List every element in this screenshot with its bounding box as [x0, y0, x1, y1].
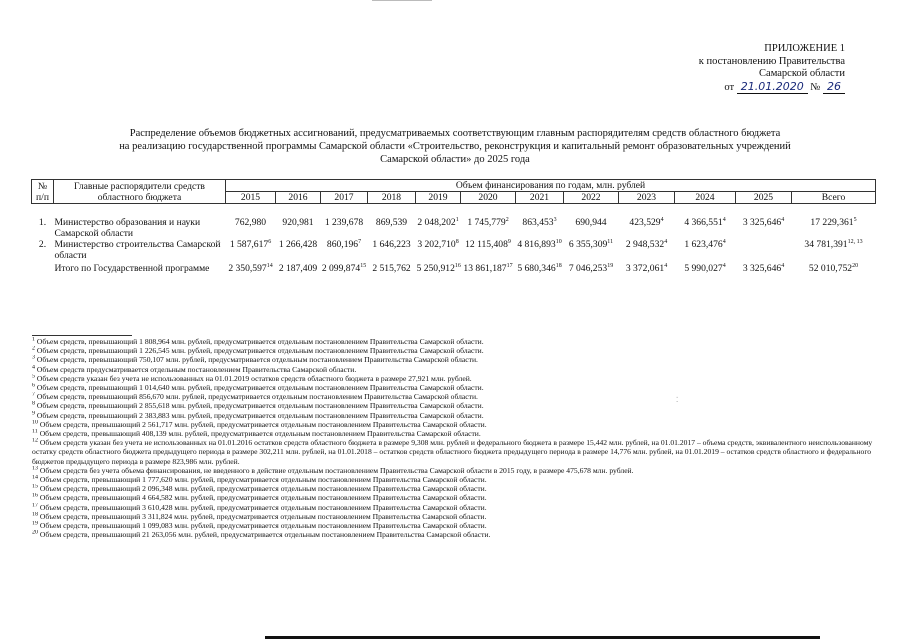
row-name: Итого по Государственной программе — [54, 263, 210, 274]
footnote-ref: 2 — [505, 216, 509, 223]
value-text: 4 816,893 — [517, 239, 556, 250]
value-text: 7 046,253 — [568, 263, 608, 274]
number-value: 26 — [823, 80, 845, 94]
year-header: 2021 — [516, 192, 564, 204]
number-prefix: № — [810, 81, 821, 93]
year-header: 2024 — [675, 192, 736, 204]
value-text: 5 990,027 — [684, 263, 723, 274]
footnote-text: Объем средств, превышающий 2 096,348 млн. рублей, предусматривается отдельным постановлением Правительства Самарской области. — [39, 484, 487, 494]
year-header: 2023 — [619, 192, 675, 204]
appendix-line: Самарской области — [759, 68, 845, 79]
value-cell — [321, 263, 368, 303]
value-cell — [675, 263, 736, 303]
row-number — [32, 263, 54, 303]
col-name-header — [54, 180, 226, 204]
footnote-text: Объем средств, превышающий 1 014,640 млн. рублей, предусматривается отдельным постановлением Правительства Самарской области. — [36, 383, 484, 393]
footnote-ref: 7 — [358, 238, 362, 245]
value-cell — [226, 263, 276, 303]
footnotes — [32, 337, 877, 539]
value-text: 423,529 — [629, 217, 661, 228]
footnote — [32, 374, 877, 383]
value-text: 869,539 — [375, 217, 408, 228]
footnote-number: 13 — [32, 465, 38, 472]
appendix-title: ПРИЛОЖЕНИЕ 1 — [764, 43, 845, 54]
value-text: 2 048,202 — [417, 217, 456, 228]
budget-table — [31, 179, 876, 303]
col-name-line: областного бюджета — [97, 191, 182, 203]
footnote — [32, 365, 877, 374]
value-text: 17 229,361 — [810, 217, 854, 228]
footnote-number: 17 — [32, 502, 38, 509]
appendix-line: к постановлению Правительства — [698, 55, 845, 67]
footnote — [32, 484, 877, 493]
value-cell — [461, 204, 516, 240]
value-cell — [416, 204, 461, 240]
year-header: 2020 — [461, 192, 516, 204]
row-name: Министерство строительства Самарской области — [54, 239, 221, 261]
footnote-text: Объем средств, превышающий 2 855,618 млн. рублей, предусматривается отдельным постановлением Правительства Самарской области. — [36, 401, 484, 411]
row-number: 1. — [38, 217, 47, 228]
value-text: 2 099,874 — [321, 263, 361, 274]
footnote-ref: 4 — [781, 262, 785, 269]
footnote-number: 4 — [32, 364, 35, 371]
year-header: 2019 — [416, 192, 461, 204]
footnote-text: Объем средств, превышающий 3 610,428 млн. рублей, предусматривается отдельным постановлением Правительства Самарской области. — [39, 502, 487, 512]
footnote-number: 8 — [32, 401, 35, 407]
value-text: 12 115,408 — [465, 239, 508, 250]
value-text: 5 680,346 — [517, 263, 556, 274]
footnote-text: Объем средств, превышающий 856,670 млн. рублей, предусматривается отдельным постановлением Правительства Самарской области. — [36, 392, 478, 402]
value-cell — [226, 239, 276, 263]
value-cell — [619, 239, 675, 263]
value-text: 1 646,223 — [372, 239, 411, 250]
value-text: 2 350,597 — [228, 263, 267, 274]
value-cell — [368, 204, 416, 240]
value-cell — [619, 263, 675, 303]
col-name-line: Главные распорядители средств — [74, 180, 205, 192]
col-num-line: № — [37, 180, 48, 192]
footnote-text: Объем средств, превышающий 1 226,545 млн. рублей, предусматривается отдельным постановлением Правительства Самарской области. — [36, 346, 484, 356]
value-cell — [276, 263, 321, 303]
year-header: 2016 — [276, 192, 321, 204]
footnote — [32, 401, 877, 410]
footnote-text: Объем средств без учета объема финансирования, не введенного в действие отдельным постановлением Правительства Самарской области в 2015 году, в размере 475,678 млн. рублей. — [39, 465, 634, 475]
table-body — [32, 204, 876, 304]
value-text: 2 515,762 — [372, 263, 411, 274]
footnote-text: Объем средств, превышающий 3 311,824 млн. рублей, предусматривается отдельным постановлением Правительства Самарской области. — [39, 511, 487, 521]
value-text: 2 948,532 — [625, 239, 665, 250]
footnote — [32, 512, 877, 521]
footnote-number: 11 — [32, 429, 38, 435]
value-text: 1 623,476 — [684, 239, 723, 250]
heading-line: Распределение объемов бюджетных ассигнований, предусматриваемых соответствующим главным распорядителям средств областного бюджета — [129, 128, 781, 139]
footnote-number: 19 — [32, 521, 38, 527]
value-cell — [516, 263, 564, 303]
row-number: 2. — [38, 239, 47, 250]
footnote-number: 3 — [32, 355, 35, 361]
appendix-date-line — [645, 81, 845, 95]
footnote-ref: 19 — [607, 262, 614, 269]
value-text: 4 366,551 — [684, 217, 723, 228]
footnote-text: Объем средств, превышающий 4 664,582 млн. рублей, предусматривается отдельным постановлением Правительства Самарской области. — [39, 493, 487, 503]
value-cell — [564, 239, 619, 263]
value-cell — [461, 263, 516, 303]
appendix-block — [645, 43, 845, 94]
footnote-ref: 16 — [454, 262, 461, 269]
footnote-ref: 11 — [607, 238, 614, 245]
value-text: 1 587,617 — [229, 239, 269, 250]
value-cell — [619, 204, 675, 240]
footnote-text: Объем средств, превышающий 750,107 млн. рублей, предусматривается отдельным постановлением Правительства Самарской области. — [36, 355, 478, 365]
value-cell — [416, 239, 461, 263]
value-text: 3 372,061 — [625, 263, 665, 274]
footnote-text: Объем средств, превышающий 408,139 млн. рублей, предусматривается отдельным постановлением Правительства Самарской области. — [39, 429, 481, 439]
heading-line: на реализацию государственной программы Самарской области «Строительство, реконструкция и капитальный ремонт образовательных учреждений — [119, 141, 791, 152]
footnote — [32, 346, 877, 355]
value-text: 34 781,391 — [804, 239, 848, 250]
footnote-ref: 12, 13 — [847, 238, 863, 245]
heading-line: Самарской области» до 2025 года — [380, 154, 530, 165]
footnote-number: 5 — [32, 373, 35, 380]
year-header: 2022 — [564, 192, 619, 204]
document-heading — [60, 127, 850, 166]
footnote — [32, 392, 877, 401]
date-prefix: от — [724, 81, 735, 93]
footnote — [32, 530, 877, 539]
footnote-ref: 20 — [852, 262, 859, 269]
value-text: 1 266,428 — [278, 239, 318, 250]
footnote-ref: 4 — [722, 238, 726, 245]
footnote — [32, 503, 877, 512]
footnote — [32, 493, 877, 502]
col-group-header: Объем финансирования по годам, млн. рублей — [226, 180, 876, 192]
value-cell — [368, 239, 416, 263]
year-header: 2017 — [321, 192, 368, 204]
footnote-ref: 15 — [360, 262, 367, 269]
footnote-ref: 8 — [455, 238, 459, 245]
footnote-number: 7 — [32, 392, 35, 398]
footnote-text: Объем средств предусматривается отдельным постановлением Правительства Самарской области. — [36, 364, 357, 374]
scan-bottom-bar — [265, 636, 820, 639]
value-text: 2 187,409 — [278, 263, 318, 274]
footnote — [32, 438, 877, 466]
footnote-separator — [32, 335, 132, 336]
value-cell — [792, 204, 876, 240]
footnote-number: 12 — [32, 438, 38, 444]
value-cell — [516, 204, 564, 240]
value-text: 52 010,752 — [808, 263, 853, 274]
footnote-ref: 3 — [553, 216, 557, 223]
table-row — [32, 239, 876, 263]
footnote — [32, 475, 877, 484]
value-text: 3 202,710 — [417, 239, 456, 250]
value-cell — [675, 239, 736, 263]
value-cell — [276, 204, 321, 240]
footnote-ref: 10 — [555, 238, 562, 245]
value-text: 3 325,646 — [742, 217, 782, 228]
footnote-text: Объем средств, превышающий 1 099,083 млн. рублей, предусматривается отдельным постановлением Правительства Самарской области. — [39, 521, 487, 531]
footnote-text: Объем средств, превышающий 1 777,620 млн. рублей, предусматривается отдельным постановлением Правительства Самарской области. — [39, 475, 487, 485]
value-cell — [368, 263, 416, 303]
footnote-number: 2 — [32, 346, 35, 352]
value-cell — [321, 204, 368, 240]
footnote-ref: 9 — [507, 238, 511, 245]
year-header: Всего — [792, 192, 876, 204]
footnote-number: 6 — [32, 383, 35, 389]
footnote — [32, 521, 877, 530]
footnote-number: 20 — [32, 530, 38, 536]
value-cell — [461, 239, 516, 263]
footnote-text: Объем средств указан без учета не использованных на 01.01.2019 остатков средств областного бюджета в размере 27,921 млн. рублей. — [36, 373, 472, 383]
footnote-number: 1 — [32, 337, 35, 343]
footnote-text: Объем средств, превышающий 1 808,964 млн. рублей, предусматривается отдельным постановлением Правительства Самарской области. — [36, 337, 484, 346]
value-text: 860,196 — [326, 239, 359, 250]
table-row — [32, 204, 876, 240]
footnote-ref: 17 — [506, 262, 513, 269]
footnote-text: Объем средств, превышающий 2 383,883 млн. рублей, предусматривается отдельным постановлением Правительства Самарской области. — [36, 410, 484, 420]
footnote — [32, 420, 877, 429]
value-text: 1 745,779 — [467, 217, 506, 228]
footnote — [32, 383, 877, 392]
value-cell — [516, 239, 564, 263]
value-cell — [564, 204, 619, 240]
footnote — [32, 355, 877, 364]
footnote-ref: 6 — [268, 238, 272, 245]
footnote-number: 14 — [32, 475, 38, 481]
value-cell — [226, 204, 276, 240]
value-cell — [792, 263, 876, 303]
footnote-number: 10 — [32, 419, 38, 426]
year-header: 2025 — [736, 192, 792, 204]
value-cell — [736, 263, 792, 303]
footnote — [32, 429, 877, 438]
value-text: 5 250,912 — [416, 263, 455, 274]
scan-artifact: ⁚ — [676, 396, 679, 404]
footnote-ref: 4 — [722, 216, 726, 223]
value-cell — [792, 239, 876, 263]
footnote-ref: 4 — [781, 216, 785, 223]
footnote-ref: 5 — [853, 216, 857, 223]
year-header: 2018 — [368, 192, 416, 204]
table-row — [32, 263, 876, 303]
footnote-number: 16 — [32, 493, 38, 499]
value-text: 13 861,187 — [463, 263, 507, 274]
footnote-ref: 4 — [664, 262, 668, 269]
row-name: Министерство образования и науки Самарской области — [54, 217, 201, 239]
value-text: 690,944 — [575, 217, 607, 228]
footnote-number: 9 — [32, 410, 35, 417]
value-text: 920,981 — [282, 217, 314, 228]
value-text: 762,980 — [234, 217, 267, 228]
date-value: 21.01.2020 — [737, 80, 808, 94]
value-text: 3 325,646 — [742, 263, 782, 274]
col-num-header — [32, 180, 54, 204]
footnote-text: Объем средств, превышающий 21 263,056 млн. рублей, предусматривается отдельным постановлением Правительства Самарской области. — [39, 530, 491, 540]
value-cell — [416, 263, 461, 303]
footnote-number: 15 — [32, 484, 38, 490]
footnote-ref: 18 — [555, 262, 562, 269]
footnote-number: 18 — [32, 511, 38, 518]
footnote — [32, 337, 877, 346]
value-cell — [276, 239, 321, 263]
footnote-text: Объем средств указан без учета не использованных на 01.01.2016 остатков средств областного бюджета в размере 9,308 млн. рублей и федерального бюджета в размере 15,442 млн. рублей, на 01.01.2017 – объема средств, эквивалентного неиспользованному остатку средств областного бюджета предыдущего периода в размере 302,211 млн. рублей, на 01.01.2018 – остатков средств областного бюджета предыдущего периода в размере 14,776 млн. рублей, на 01.01.2019 – остатков средств областного и федерального бюджетов предыдущего периода в размере 823,986 млн. рублей. — [32, 438, 873, 466]
value-text: 863,453 — [522, 217, 554, 228]
footnote-ref: 4 — [722, 262, 726, 269]
value-cell — [564, 263, 619, 303]
col-num-line: п/п — [36, 191, 49, 203]
scan-top-mark — [372, 0, 432, 1]
value-text: 1 239,678 — [324, 217, 364, 228]
value-text: 6 355,309 — [568, 239, 608, 250]
footnote-ref: 4 — [664, 238, 668, 245]
footnote-ref: 1 — [455, 216, 459, 223]
footnote-ref: 4 — [660, 216, 664, 223]
footnote-ref: 14 — [266, 262, 273, 269]
value-cell — [675, 204, 736, 240]
footnote — [32, 411, 877, 420]
year-header: 2015 — [226, 192, 276, 204]
footnote-text: Объем средств, превышающий 2 561,717 млн. рублей, предусматривается отдельным постановлением Правительства Самарской области. — [39, 419, 487, 429]
value-cell — [736, 204, 792, 240]
value-cell — [321, 239, 368, 263]
value-cell — [736, 239, 792, 263]
footnote — [32, 466, 877, 475]
